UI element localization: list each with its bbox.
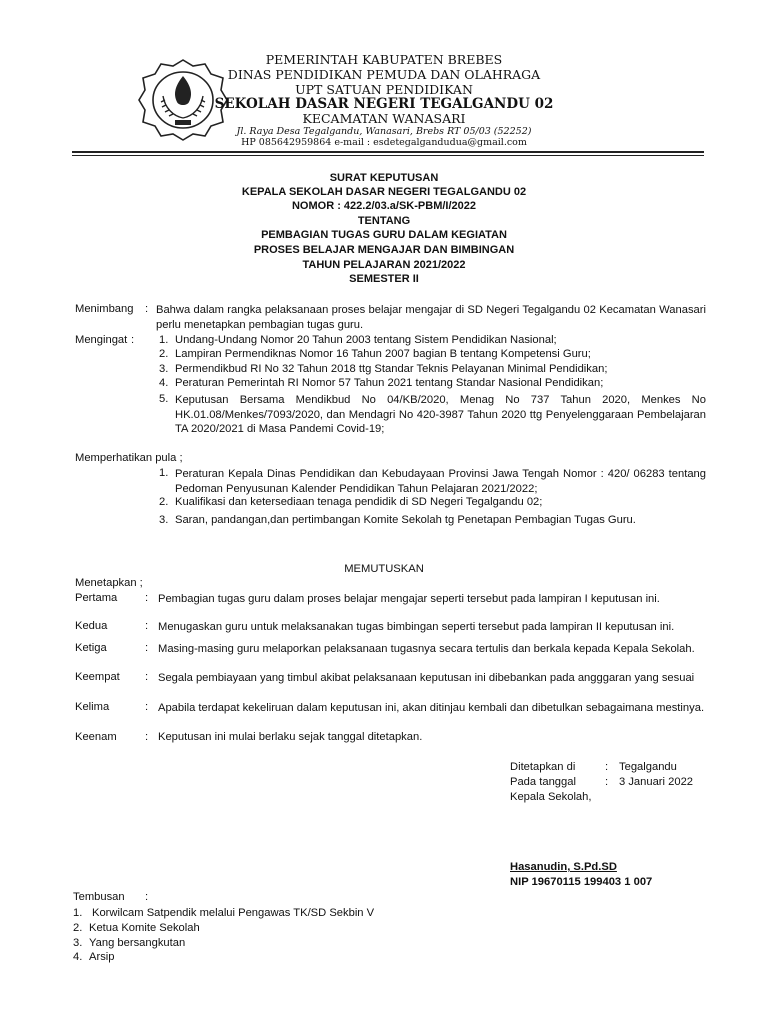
decree-subject-line1: PEMBAGIAN TUGAS GURU DALAM KEGIATAN: [261, 229, 507, 241]
decision-label: Pertama: [75, 592, 118, 604]
letterhead-address: Jl. Raya Desa Tegalgandu, Wanasari, Brebs RT 05/03 (52252): [236, 126, 532, 137]
menimbang-colon: :: [145, 303, 149, 315]
issued-place-colon: :: [605, 761, 609, 773]
letterhead-district: KECAMATAN WANASARI: [302, 111, 466, 126]
tembusan-item-text: Arsip: [89, 951, 115, 963]
tembusan-item-text: Korwilcam Satpendik melalui Pengawas TK/SD Sekbin V: [92, 907, 375, 919]
decision-colon: :: [145, 671, 149, 683]
memperhatikan-label: Memperhatikan pula ;: [75, 452, 183, 464]
decree-school-year: TAHUN PELAJARAN 2021/2022: [302, 259, 466, 271]
letterhead-agency: DINAS PENDIDIKAN PEMUDA DAN OLAHRAGA: [227, 67, 541, 82]
menimbang-text: Bahwa dalam rangka pelaksanaan proses belajar mengajar di SD Negeri Tegalgandu 02 Kecamatan Wanasari perlu menetapkan pembagian tugas guru.: [156, 304, 706, 331]
memperhatikan-item-number: 3.: [159, 514, 169, 526]
issued-date-colon: :: [605, 776, 609, 788]
letterhead-contact: HP 085642959864 e-mail : esdetegalgandudua@gmail.com: [241, 137, 527, 148]
tembusan-item-number: 3.: [73, 937, 83, 949]
decision-text: Pembagian tugas guru dalam proses belajar mengajar seperti tersebut pada lampiran I keputusan ini.: [158, 593, 660, 605]
decision-colon: :: [145, 642, 149, 654]
decision-colon: :: [145, 731, 149, 743]
decree-about: TENTANG: [357, 215, 411, 227]
decision-text: Masing-masing guru melaporkan pelaksanaan tugasnya secara tertulis dan berkala kepada Kepala Sekolah.: [158, 643, 695, 655]
tembusan-item-number: 2.: [73, 922, 83, 934]
mengingat-item-number: 1.: [159, 334, 169, 346]
issued-date-value: 3 Januari 2022: [619, 776, 694, 788]
decision-colon: :: [145, 592, 149, 604]
mengingat-item-text: Keputusan Bersama Mendikbud No 04/KB/2020, Menag No 737 Tahun 2020, Menkes No HK.01.08/Menkes/7093/2020, dan Mendagri No 420-3987 Tahun 2020 ttg Penyelenggaraan Pembelajaran TA 2020/2021 di Masa Pandemi Covid-19;: [175, 394, 706, 435]
mengingat-item-number: 4.: [159, 377, 169, 389]
menetapkan-label: Menetapkan ;: [75, 577, 143, 589]
letterhead-rule-thick: [72, 151, 704, 153]
decision-label: Kelima: [75, 701, 110, 713]
decree-subject-line2: PROSES BELAJAR MENGAJAR DAN BIMBINGAN: [253, 244, 515, 256]
issued-place-value: Tegalgandu: [619, 761, 677, 773]
mengingat-item-text: Permendikbud RI No 32 Tahun 2018 ttg Standar Teknis Pelayanan Minimal Pendidikan;: [175, 363, 608, 375]
decision-text: Segala pembiayaan yang timbul akibat pelaksanaan keputusan ini dibebankan pada angggaran yang sesuai: [158, 672, 695, 684]
decree-number: NOMOR : 422.2/03.a/SK-PBM/I/2022: [291, 200, 476, 212]
memperhatikan-item-number: 2.: [159, 496, 169, 508]
signatory-name: Hasanudin, S.Pd.SD: [510, 861, 617, 873]
signatory-nip: NIP 19670115 199403 1 007: [510, 876, 653, 888]
mengingat-item-text: Lampiran Permendiknas Nomor 16 Tahun 2007 bagian B tentang Kompetensi Guru;: [175, 348, 591, 360]
mengingat-item-text: Undang-Undang Nomor 20 Tahun 2003 tentang Sistem Pendidikan Nasional;: [175, 334, 557, 346]
letterhead-rule-thin: [72, 155, 704, 156]
decision-label: Kedua: [75, 620, 108, 632]
decision-text: Apabila terdapat kekeliruan dalam keputusan ini, akan ditinjau kembali dan dibetulkan sebagaimana mestinya.: [158, 702, 705, 714]
memperhatikan-item-text: Peraturan Kepala Dinas Pendidikan dan Kebudayaan Provinsi Jawa Tengah Nomor : 420/ 06283 tentang Pedoman Penyusunan Kalender Pendidikan Tahun Pelajaran 2021/2022;: [175, 468, 706, 495]
tembusan-item-text: Ketua Komite Sekolah: [89, 922, 200, 934]
memutuskan-heading: MEMUTUSKAN: [344, 563, 424, 575]
decision-label: Ketiga: [75, 642, 107, 654]
mengingat-colon: :: [131, 334, 135, 346]
mengingat-item-number: 2.: [159, 348, 169, 360]
letterhead-school-name: SEKOLAH DASAR NEGERI TEGALGANDU 02: [214, 96, 554, 112]
mengingat-item-number: 3.: [159, 363, 169, 375]
decree-title: SURAT KEPUTUSAN: [329, 172, 439, 184]
memperhatikan-item-text: Saran, pandangan,dan pertimbangan Komite Sekolah tg Penetapan Pembagian Tugas Guru.: [175, 514, 636, 526]
tembusan-item-number: 4.: [73, 951, 83, 963]
tembusan-item-number: 1.: [73, 907, 83, 919]
decree-issuer: KEPALA SEKOLAH DASAR NEGERI TEGALGANDU 02: [241, 186, 527, 198]
letterhead-government: PEMERINTAH KABUPATEN BREBES: [265, 52, 503, 67]
decree-semester: SEMESTER II: [349, 273, 419, 285]
tembusan-colon: :: [145, 891, 149, 903]
decision-colon: :: [145, 620, 149, 632]
tembusan-item-text: Yang bersangkutan: [89, 937, 186, 949]
tembusan-label: Tembusan: [73, 891, 125, 903]
menimbang-label: Menimbang: [75, 303, 134, 315]
decision-text: Menugaskan guru untuk melaksanakan tugas bimbingan seperti tersebut pada lampiran II keputusan ini.: [158, 621, 675, 633]
signatory-role: Kepala Sekolah,: [510, 791, 592, 803]
letterhead-unit: UPT SATUAN PENDIDIKAN: [295, 82, 473, 97]
mengingat-item-text: Peraturan Pemerintah RI Nomor 57 Tahun 2021 tentang Standar Nasional Pendidikan;: [175, 377, 604, 389]
issued-date-label: Pada tanggal: [510, 776, 576, 788]
memperhatikan-item-number: 1.: [159, 467, 169, 479]
decision-colon: :: [145, 701, 149, 713]
mengingat-item-number: 5.: [159, 393, 169, 405]
decision-label: Keempat: [75, 671, 120, 683]
issued-place-label: Ditetapkan di: [510, 761, 576, 773]
memperhatikan-item-text: Kualifikasi dan ketersediaan tenaga pendidik di SD Negeri Tegalgandu 02;: [175, 496, 543, 508]
decision-text: Keputusan ini mulai berlaku sejak tanggal ditetapkan.: [158, 731, 423, 743]
mengingat-label: Mengingat: [75, 334, 128, 346]
decision-label: Keenam: [75, 731, 117, 743]
